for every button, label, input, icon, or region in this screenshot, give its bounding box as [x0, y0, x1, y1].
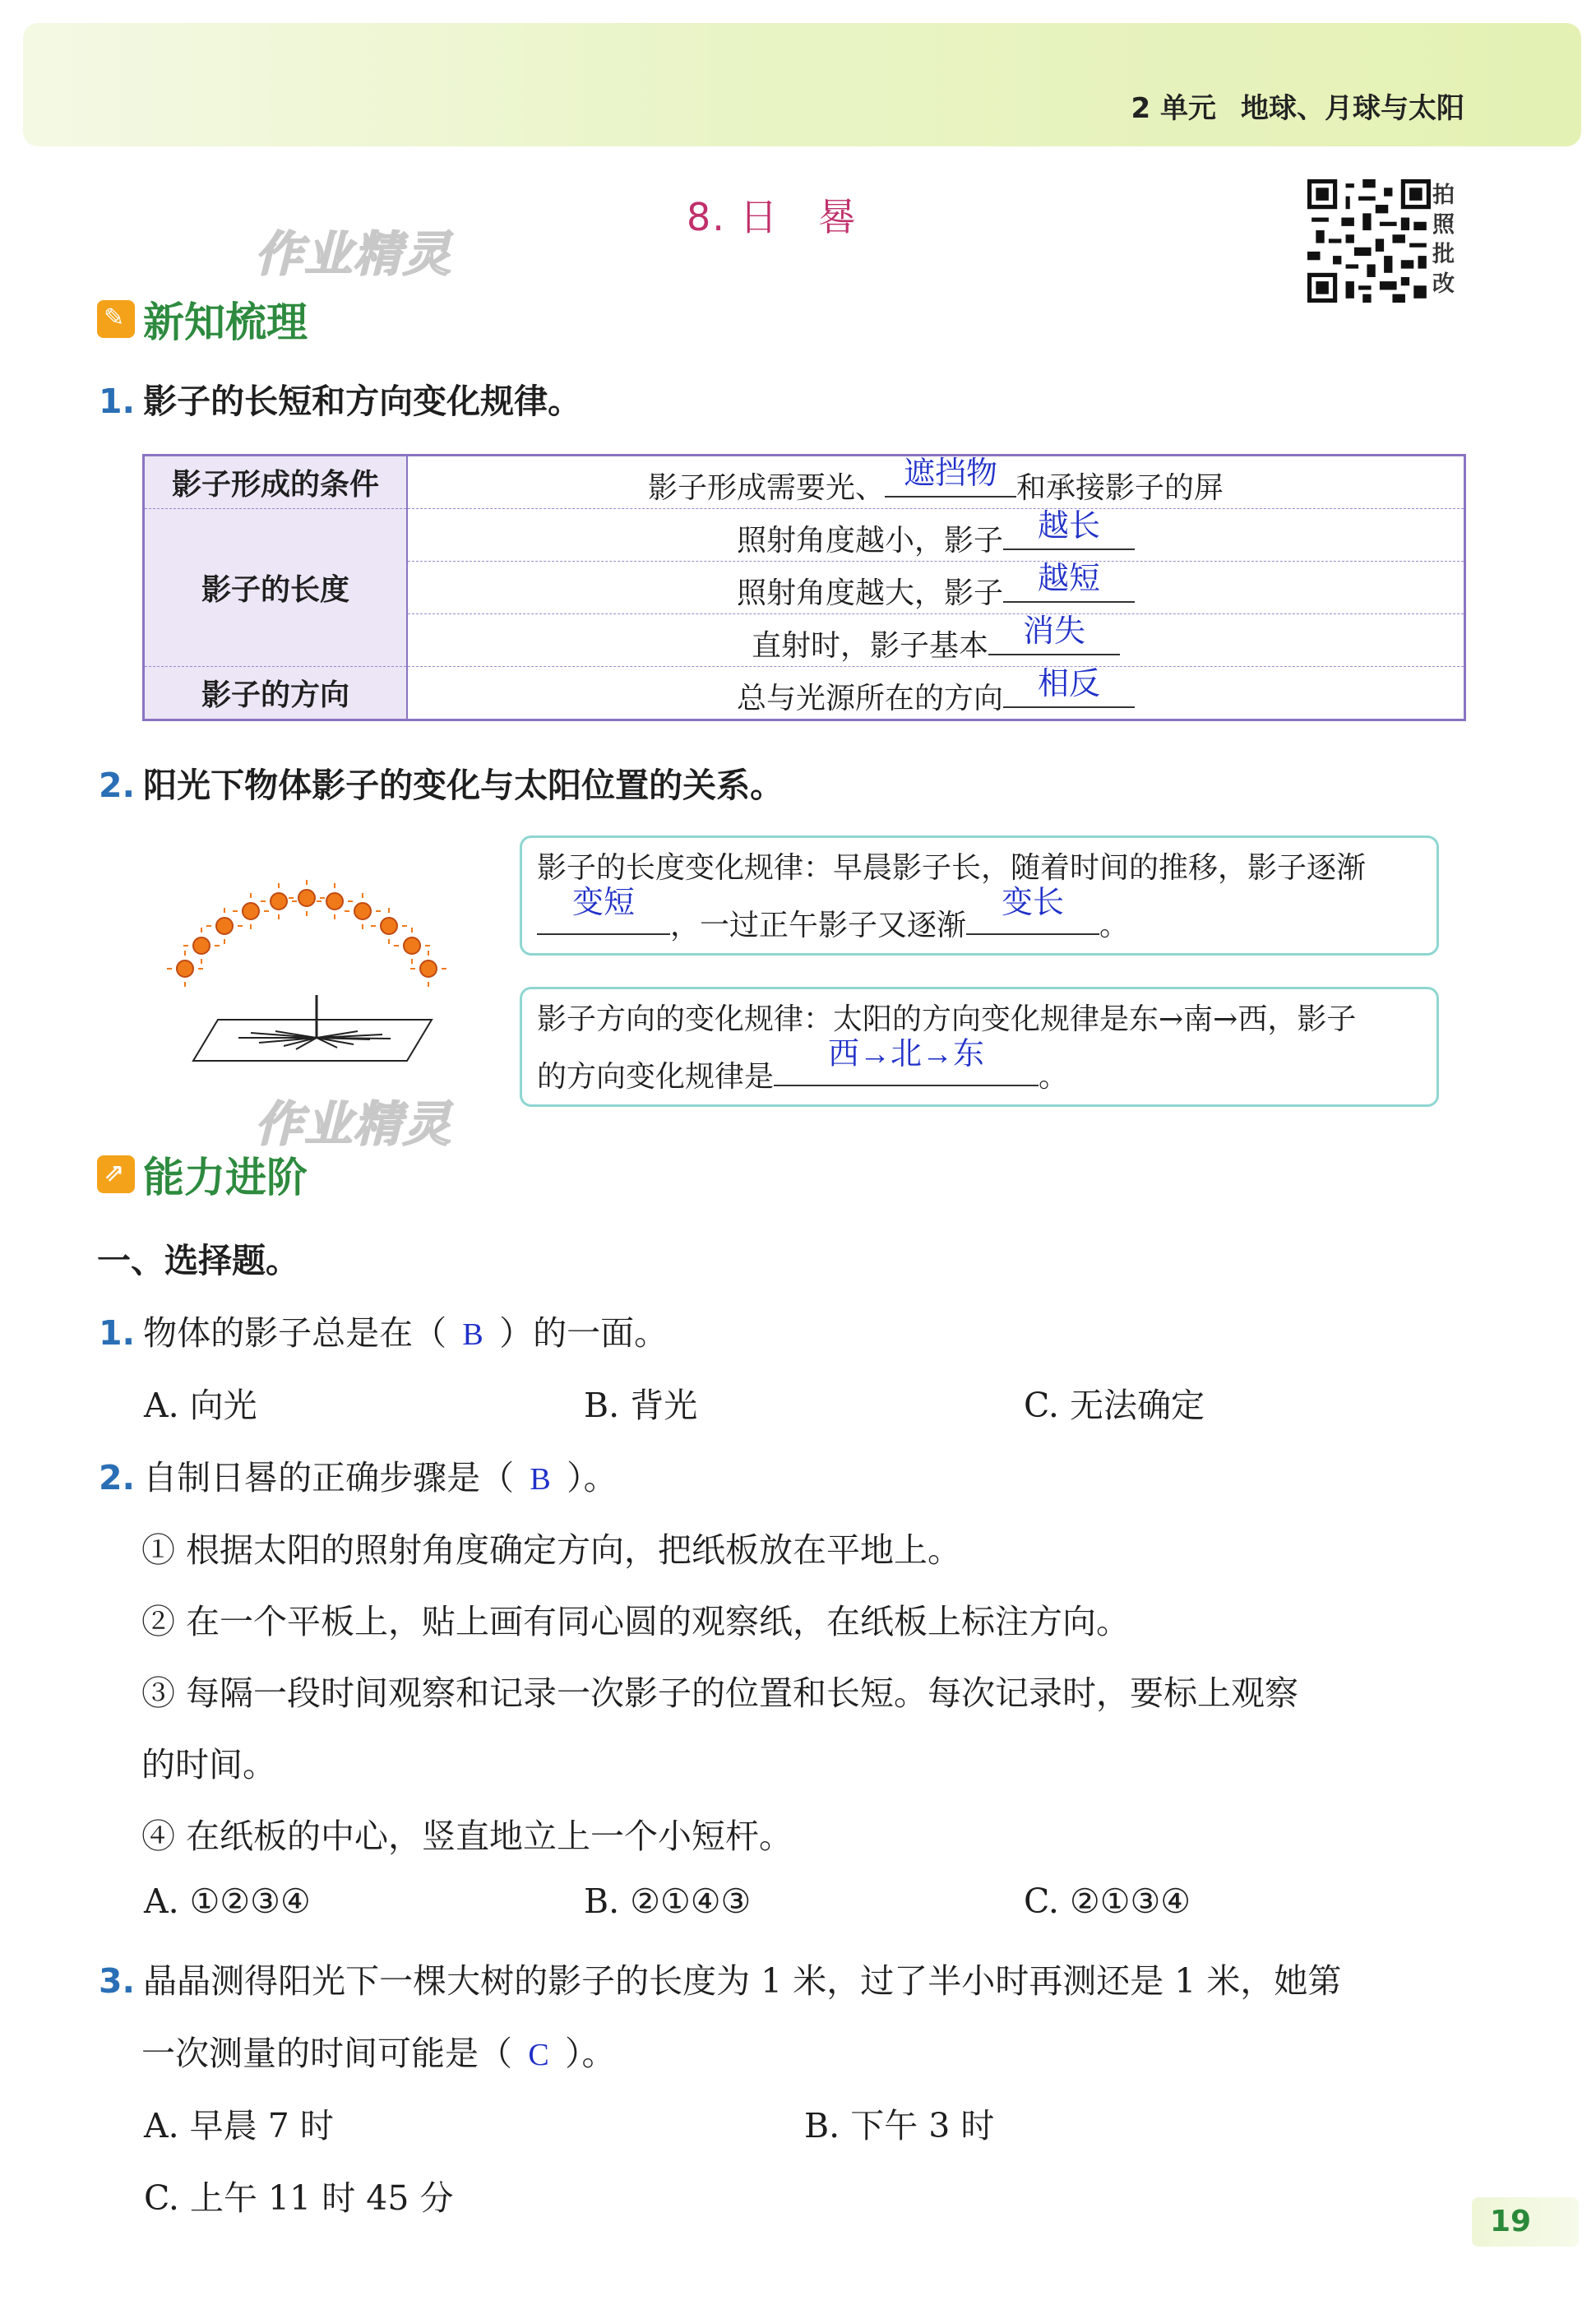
- option-a[interactable]: A. ①②③④: [144, 1881, 311, 1921]
- rule-text: 影子方向的变化规律：太阳的方向变化规律是东→南→西，影子: [537, 1002, 1357, 1036]
- question-text: ）的一面。: [499, 1313, 668, 1353]
- shadow-direction-rule-box: [520, 987, 1439, 1107]
- answer-blank[interactable]: [1003, 563, 1135, 603]
- step-item: ③ 每隔一段时间观察和记录一次影子的位置和长短。每次记录时，要标上观察: [141, 1673, 1299, 1713]
- answer-text[interactable]: B: [462, 1317, 483, 1352]
- answer-text: 西→北→东: [828, 1037, 985, 1072]
- table-header-cell: 影子形成的条件: [144, 456, 408, 509]
- question-number: 1.: [99, 382, 136, 421]
- answer-text: 变短: [571, 886, 635, 920]
- rule-text: ，一过正午影子又逐渐: [670, 909, 967, 942]
- answer-blank[interactable]: [885, 458, 1016, 498]
- header-band: [23, 23, 1581, 146]
- rule-line-2: [537, 1037, 1422, 1104]
- rule-text: 的方向变化规律是: [537, 1060, 775, 1094]
- answer-blank[interactable]: [774, 1037, 1039, 1086]
- rule-text: 。: [1039, 1060, 1069, 1094]
- shadow-length-rule-box: [520, 835, 1439, 956]
- watermark: 作业精灵: [255, 226, 453, 282]
- cell-text: 照射角度越小，影子: [736, 524, 1003, 558]
- question-text: ）。: [567, 1458, 618, 1497]
- table-row: [144, 509, 1465, 562]
- table-cell: [407, 562, 1465, 614]
- cell-text: 直射时，影子基本: [751, 629, 988, 663]
- step-item: ① 根据太阳的照射角度确定方向，把纸板放在平地上。: [141, 1530, 962, 1570]
- question-1-heading: [99, 374, 581, 423]
- choice-question-3-line-2: [141, 2026, 616, 2075]
- rule-line-2: [537, 886, 1422, 953]
- option-a[interactable]: A. 早晨 7 时: [144, 2106, 334, 2145]
- table-row: [144, 667, 1465, 720]
- qr-label: 拍照批改: [1432, 183, 1455, 297]
- part-heading: 一、选择题。: [97, 1241, 299, 1280]
- unit-number: 2 单元: [1131, 92, 1216, 125]
- answer-text: 遮挡物: [903, 456, 997, 491]
- step-item: ④ 在纸板的中心，竖直地立上一个小短杆。: [141, 1817, 793, 1856]
- answer-text: 变长: [1002, 886, 1065, 920]
- sun-path-illustration: [160, 863, 481, 1077]
- choice-question-3: [99, 1954, 1341, 2002]
- cell-text: 影子形成需要光、: [647, 471, 885, 505]
- question-text: 阳光下物体影子的变化与太阳位置的关系。: [143, 766, 784, 805]
- answer-text: 越短: [1037, 562, 1100, 596]
- answer-text: 消失: [1022, 614, 1085, 649]
- question-number: 2.: [99, 766, 136, 805]
- section-title: 新知梳理: [143, 299, 308, 346]
- answer-blank[interactable]: [1003, 511, 1135, 550]
- answer-text[interactable]: C: [528, 2038, 549, 2072]
- table-header-cell: 影子的方向: [144, 667, 408, 720]
- answer-blank[interactable]: [988, 616, 1120, 655]
- question-text: 自制日晷的正确步骤是（: [143, 1458, 515, 1497]
- step-item-continued: 的时间。: [141, 1745, 276, 1784]
- lesson-title: 8. 日 晷: [687, 195, 858, 239]
- unit-title: 地球、月球与太阳: [1241, 92, 1464, 125]
- stairs-icon: ⇗: [97, 1155, 135, 1193]
- option-b[interactable]: B. 背光: [584, 1386, 698, 1425]
- unit-label: [1131, 86, 1465, 126]
- option-b[interactable]: B. ②①④③: [584, 1881, 752, 1921]
- question-text: 影子的长短和方向变化规律。: [143, 382, 582, 421]
- cell-text: 总与光源所在的方向: [736, 682, 1003, 715]
- option-b[interactable]: B. 下午 3 时: [804, 2106, 995, 2145]
- cell-text: 照射角度越大，影子: [736, 576, 1003, 610]
- rule-text: 。: [1099, 909, 1130, 942]
- option-c[interactable]: C. 无法确定: [1024, 1386, 1205, 1425]
- qr-code-icon[interactable]: [1307, 179, 1431, 303]
- question-text: 晶晶测得阳光下一棵大树的影子的长度为 1 米，过了半小时再测还是 1 米，她第: [143, 1961, 1342, 2001]
- question-text: 一次测量的时间可能是（: [141, 2034, 512, 2073]
- cell-text: 和承接影子的屏: [1016, 471, 1224, 505]
- lightbulb-icon: ✎: [97, 300, 135, 338]
- table-cell: [407, 456, 1465, 509]
- table-cell: [407, 509, 1465, 562]
- section-heading-ability: [97, 1145, 308, 1204]
- question-2-heading: [99, 758, 784, 807]
- answer-text: 越长: [1037, 509, 1100, 544]
- option-c[interactable]: C. 上午 11 时 45 分: [144, 2178, 454, 2218]
- sun-icon: [177, 890, 437, 977]
- option-c[interactable]: C. ②①③④: [1024, 1881, 1191, 1921]
- table-cell: [407, 614, 1465, 667]
- table-cell: [407, 667, 1465, 720]
- rule-text: 影子的长度变化规律：早晨影子长，随着时间的推移，影子逐渐: [537, 851, 1367, 885]
- table-row: [144, 456, 1465, 509]
- section-heading-new-knowledge: [97, 289, 308, 349]
- answer-blank[interactable]: [1003, 669, 1135, 708]
- answer-text: 相反: [1037, 667, 1100, 701]
- page-number: 19: [1472, 2197, 1579, 2247]
- watermark: 作业精灵: [255, 1096, 453, 1152]
- question-text: 物体的影子总是在（: [143, 1313, 447, 1353]
- table-header-cell: 影子的长度: [144, 509, 408, 667]
- question-number: 2.: [99, 1458, 136, 1497]
- choice-question-2: [99, 1451, 618, 1499]
- knowledge-table: [142, 454, 1466, 721]
- question-number: 3.: [99, 1961, 136, 2001]
- section-title: 能力进阶: [143, 1154, 308, 1201]
- question-number: 1.: [99, 1313, 136, 1353]
- choice-question-1: [99, 1306, 668, 1354]
- answer-blank[interactable]: [537, 886, 670, 935]
- option-a[interactable]: A. 向光: [144, 1386, 257, 1425]
- answer-text[interactable]: B: [530, 1462, 551, 1497]
- question-text: ）。: [565, 2034, 616, 2073]
- step-item: ② 在一个平板上，贴上画有同心圆的观察纸，在纸板上标注方向。: [141, 1602, 1131, 1641]
- answer-blank[interactable]: [966, 886, 1099, 935]
